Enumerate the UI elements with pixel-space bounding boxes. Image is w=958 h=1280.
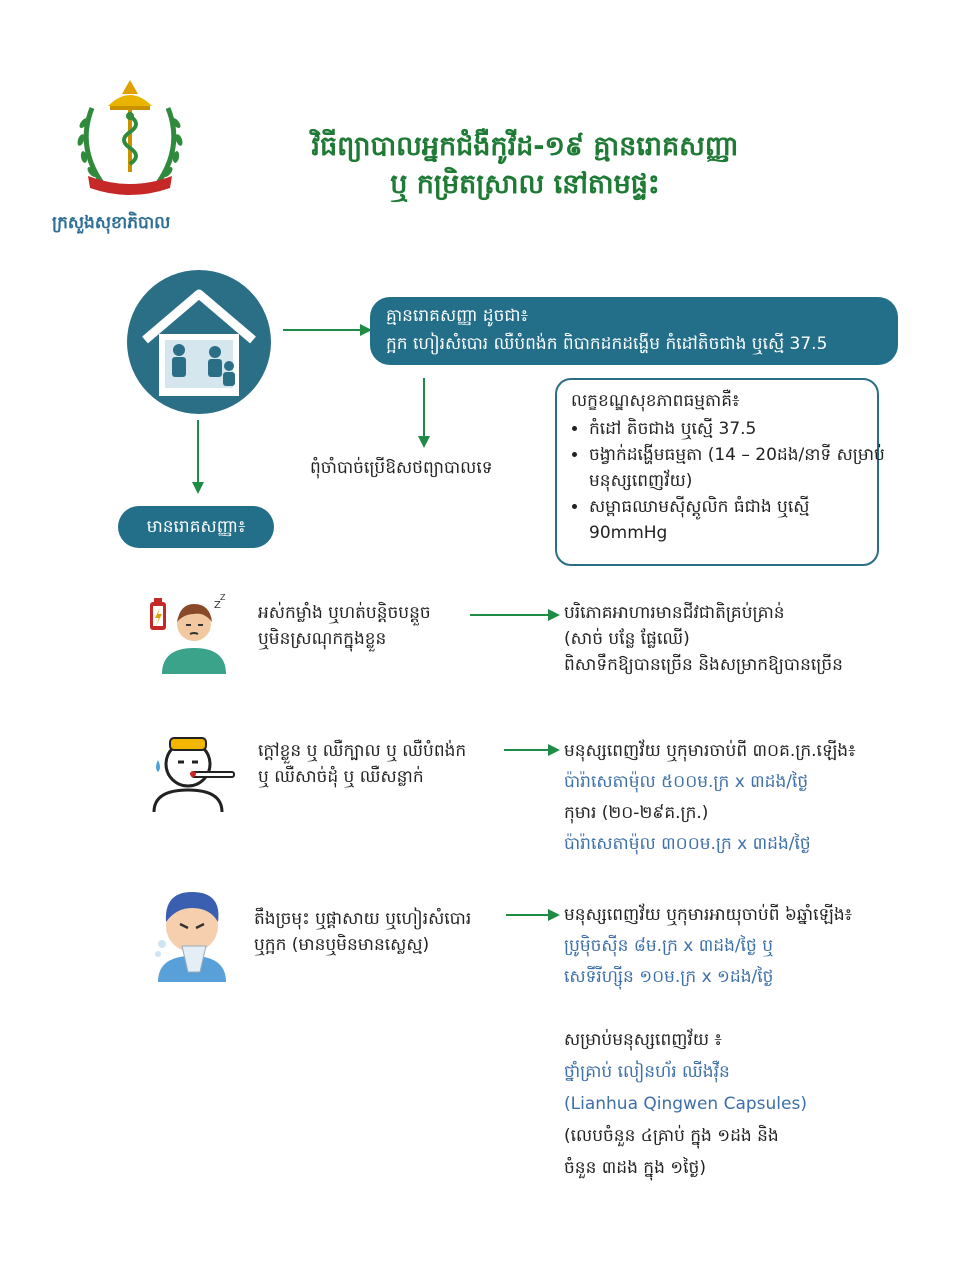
no-symptoms-title: គ្មានរោគសញ្ញា ដូចជា៖ [386, 306, 529, 326]
symptom-line: ឬមិនស្រណុកក្នុងខ្លួន [258, 629, 387, 649]
no-symptoms-box [370, 297, 898, 365]
treatment-line: មនុស្សពេញវ័យ ឬកុមារអាយុចាប់ពី ៦ឆ្នាំឡើង៖ [564, 905, 853, 925]
adult-section [564, 1024, 807, 1184]
symptom-line: ឬក្អក (មានឬមិនមានស្លេស្ម) [254, 935, 430, 955]
arrow-row-3 [506, 914, 550, 916]
symptom-text-1 [258, 600, 431, 652]
sneezing-person-icon [152, 886, 232, 982]
arrow-to-no-symptoms [283, 329, 363, 331]
treatment-line-drug: ប៉ារ៉ាសេតាម៉ុល ៣០០ម.ក្រ x ៣ដង/ថ្ងៃ [564, 834, 811, 854]
treatment-text-1 [564, 600, 843, 678]
house-family-icon [125, 268, 273, 416]
arrow-to-no-medicine [423, 378, 425, 438]
title-line-1: វិធីព្យាបាលអ្នកជំងឺកូវីដ-១៩ គ្មានរោគសញ្ញា [311, 131, 739, 162]
title-line-2: ឬ កម្រិតស្រាល នៅតាមផ្ទះ [390, 169, 660, 200]
symptom-line: តឹងច្រមុះ ឬផ្តាសាយ ឬហៀរសំបោរ [254, 909, 472, 929]
svg-text:Z: Z [214, 600, 221, 611]
treatment-line-drug: សេទីរីហ្ស៊ីន ១០ម.ក្រ x ១ដង/ថ្ងៃ [564, 967, 774, 987]
fever-thermometer-icon [148, 730, 238, 812]
page-title [255, 128, 795, 204]
arrow-to-has-symptoms [197, 420, 199, 484]
treatment-line: កុមារ (២០-២៩គ.ក្រ.) [564, 803, 709, 823]
criteria-item: • ចង្វាក់ដង្ហើមធម្មតា (14 – 20ដង/នាទី សម្រាប់មនុស្សពេញវ័យ) [589, 442, 885, 494]
adult-section-title: សម្រាប់មនុស្សពេញវ័យ ៖ [564, 1030, 722, 1050]
symptom-line: ឬ ឈឺសាច់ដុំ ឬ ឈឺសន្លាក់ [258, 767, 424, 787]
adult-dosage-line: ចំនួន ៣ដង ក្នុង ១ថ្ងៃ) [564, 1158, 706, 1178]
arrow-head-icon [418, 436, 430, 448]
adult-drug-name: ថ្នាំគ្រាប់ លៀនហ័រ ឈីងវ៉ឺន [564, 1062, 730, 1082]
treatment-line: មនុស្សពេញវ័យ ឬកុមារចាប់ពី ៣០គ.ក្រ.ឡើង៖ [564, 741, 856, 761]
treatment-line: (សាច់ បន្លែ ផ្លែឈើ) [564, 629, 690, 649]
criteria-item: • កំដៅ តិចជាង ឬស្មើ 37.5 [589, 416, 885, 442]
adult-drug-english: (Lianhua Qingwen Capsules) [564, 1094, 807, 1114]
treatment-line: ពិសាទឹកឱ្យបានច្រើន និងសម្រាកឱ្យបានច្រើន [564, 655, 843, 675]
arrow-head-icon [548, 909, 560, 921]
ministry-logo [70, 78, 190, 203]
criteria-item: • សម្ពាធឈាមស៊ីស្តូលិក ធំជាង ឬស្មើ 90mmHg [589, 494, 885, 546]
arrow-row-1 [470, 614, 550, 616]
symptom-line: អស់កម្លាំង ឬហត់បន្តិចបន្តួច [258, 603, 431, 623]
symptom-text-2 [258, 738, 466, 790]
symptom-line: ក្តៅខ្លួន ឬ ឈឺក្បាល ឬ ឈឺបំពង់ក [258, 741, 467, 761]
criteria-title: លក្ខខណ្ឌសុខភាពធម្មតាគឺ៖ [571, 391, 740, 411]
treatment-line-drug: ប៉ារ៉ាសេតាម៉ុល ៥០០ម.ក្រ x ៣ដង/ថ្ងៃ [564, 772, 809, 792]
treatment-line-drug: ប្រូម៉ិចស៊ីន ៨ម.ក្រ x ៣ដង/ថ្ងៃ ឬ [564, 936, 773, 956]
health-criteria-box [555, 378, 885, 566]
no-medicine-text: ពុំចាំបាច់ប្រើឱសថព្យាបាលទេ [310, 458, 493, 478]
no-symptoms-text: ក្អក ហៀរសំបោរ ឈឺបំពង់ក ពិបាកដកដង្ហើម កំដៅតិចជាង ឬស្មើ 37.5 [386, 334, 828, 354]
arrow-head-icon [192, 482, 204, 494]
symptom-text-3 [254, 906, 471, 958]
has-symptoms-pill [118, 506, 274, 548]
criteria-list [571, 416, 885, 546]
arrow-head-icon [548, 744, 560, 756]
has-symptoms-label: មានរោគសញ្ញា៖ [146, 517, 246, 537]
adult-dosage-line: (លេបចំនួន ៤គ្រាប់ ក្នុង ១ដង និង [564, 1126, 779, 1146]
arrow-row-2 [504, 749, 550, 751]
ministry-name: ក្រសួងសុខាភិបាល [52, 213, 171, 233]
treatment-text-2 [564, 736, 856, 860]
tired-person-icon [148, 592, 232, 674]
logo-banner-text: ក្រសួងសុខាភិបាល [112, 177, 148, 183]
treatment-line: បរិភោគអាហារមានជីវជាតិគ្រប់គ្រាន់ [564, 603, 785, 623]
arrow-head-icon [548, 609, 560, 621]
svg-text:Z: Z [220, 593, 226, 602]
treatment-text-3 [564, 900, 852, 993]
